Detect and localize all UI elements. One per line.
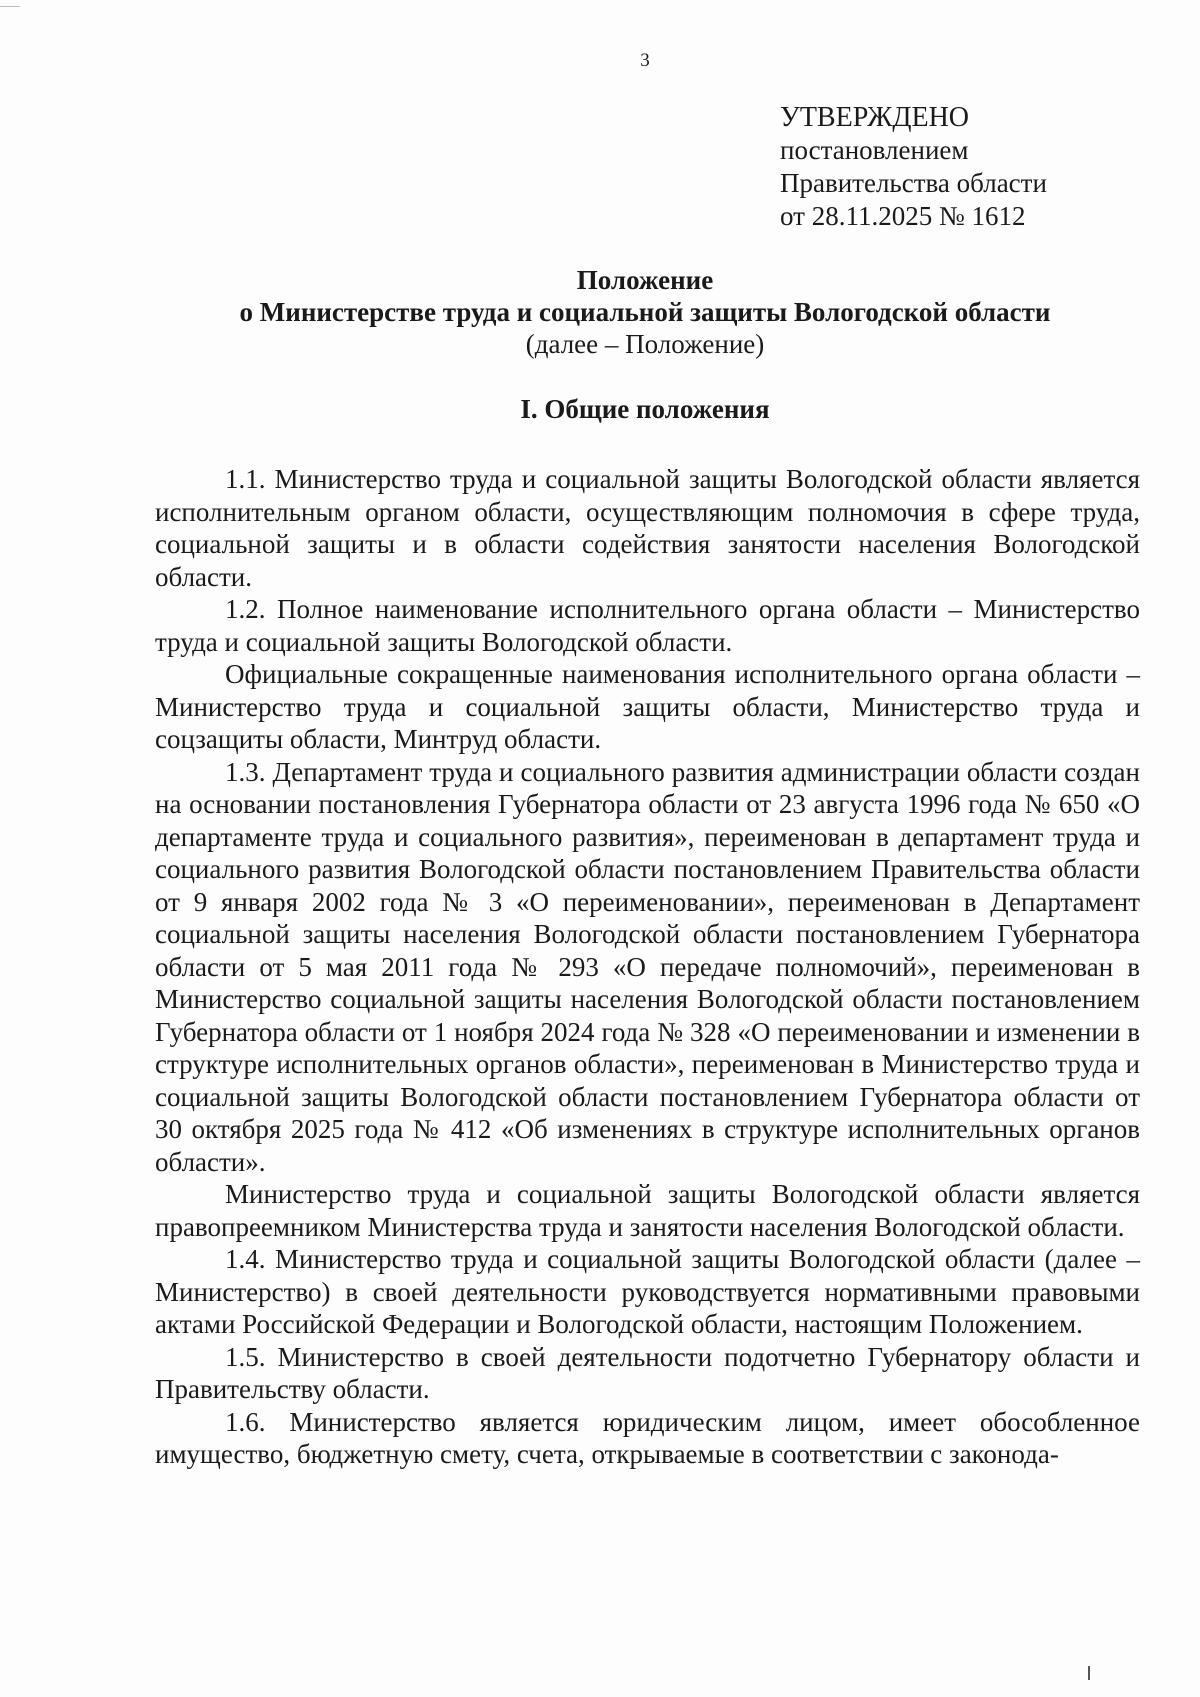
paragraph: 1.2. Полное наименование исполнительного органа области – Министерство труда и социальной защиты Вологодской области. (155, 594, 1140, 657)
approval-line: Правительства области (780, 168, 1047, 198)
approval-stamp-block (780, 101, 1047, 233)
paragraph: 1.3. Департамент труда и социального развития администрации области создан на основании постановления Губернатора области от 23 августа 1996 года № 650 «О департаменте труда и социального развития», переименован в департамент труда и социального развития Вологодской области постановлением Правительства области от 9 января 2002 года № 3 «О переименовании», переименован в Департамент социальной защиты населения Вологодской области постановлением Губернатора области от 5 мая 2011 года № 293 «О передаче полномочий», переименован в Министерство социальной защиты населения Вологодской области постановлением Губернатора области от 1 ноября 2024 года № 328 «О переименовании и изменении в структуре исполнительных органов области», переименован в Министерство труда и социальной защиты Вологодской области постановлением Губернатора области от 30 октября 2025 года № 412 «Об изменениях в структуре исполнительных органов области». (155, 756, 1140, 1177)
section-heading: I. Общие положения (520, 394, 770, 424)
paragraph: Министерство труда и социальной защиты Вологодской области является правопреемником Министерства труда и занятости населения Вологодской области. (155, 1179, 1140, 1242)
paragraph: 1.4. Министерство труда и социальной защиты Вологодской области (далее – Министерство) в своей деятельности руководствуется нормативными правовыми актами Российской Федерации и Вологодской области, настоящим Положением. (155, 1244, 1140, 1339)
document-body (155, 463, 1140, 1471)
approval-heading: УТВЕРЖДЕНО (780, 102, 970, 133)
paragraph: 1.1. Министерство труда и социальной защиты Вологодской области является исполнительным органом области, осуществляющим полномочия в сфере труда, социальной защиты и в области содействия занятости населения Вологодской области. (155, 464, 1140, 592)
paragraph: 1.5. Министерство в своей деятельности подотчетно Губернатору области и Правительству области. (155, 1341, 1140, 1404)
title-line: Положение (576, 265, 714, 295)
title-subline: (далее – Положение) (525, 329, 765, 359)
paragraph: 1.6. Министерство является юридическим лицом, имеет обособленное имущество, бюджетную смету, счета, открываемые в соответствии с законода- (155, 1406, 1140, 1469)
approval-date-number: от 28.11.2025 № 1612 (780, 201, 1026, 231)
title-line: о Министерстве труда и социальной защиты Вологодской области (239, 297, 1051, 327)
scan-edge-mark (1088, 1666, 1090, 1680)
page-number: 3 (640, 50, 650, 71)
approval-line: постановлением (780, 135, 969, 165)
scan-corner-mark (0, 0, 20, 7)
paragraph: Официальные сокращенные наименования исполнительного органа области – Министерство труда и социальной защиты области, Министерство труда и соцзащиты области, Минтруд области. (155, 659, 1140, 754)
document-title (160, 264, 1130, 360)
